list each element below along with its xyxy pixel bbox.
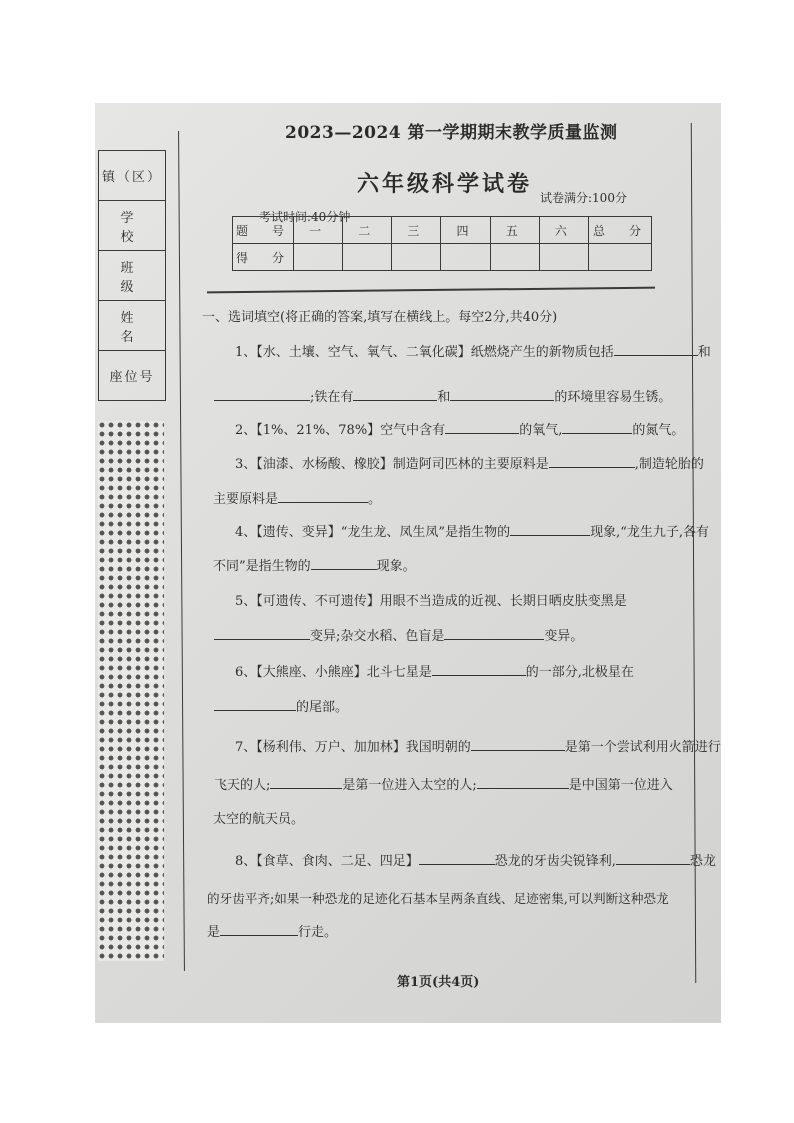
q8-blank-2 (616, 852, 690, 865)
q1-text-d: 和 (437, 390, 451, 405)
score-row-label: 得 分 (233, 244, 294, 271)
full-score-text: 试卷满分:100分 (540, 191, 627, 205)
q7-text-e: 是中国第一位进入 (568, 778, 673, 793)
q1-blank-2 (214, 388, 310, 401)
q4-text-c: 不同”是指生物的 (213, 559, 311, 574)
exam-time-text: 考试时间:40分钟 (259, 210, 351, 224)
q2-blank-2 (562, 421, 632, 434)
score-cell-total (589, 244, 652, 271)
q7-text-f: 太空的航天员。 (213, 812, 305, 827)
q4-text-d: 现象。 (376, 559, 416, 574)
question-8-line-3 (207, 921, 337, 940)
q8-text-f: 行走。 (298, 925, 338, 940)
score-header-cell: 一 (294, 217, 343, 244)
q8-text-a: 8、【食草、食肉、二足、四足】 (235, 854, 419, 869)
q6-text-a: 6、【大熊座、小熊座】北斗七星是 (235, 665, 432, 680)
q1-text-e: 的环境里容易生锈。 (554, 390, 672, 405)
q8-blank-3 (220, 923, 298, 936)
q6-blank-1 (432, 663, 526, 676)
score-header-cell: 三 (392, 217, 441, 244)
q5-text-c: 变异。 (544, 629, 584, 644)
q3-text-b: ,制造轮胎的 (634, 457, 704, 472)
q5-blank-1 (214, 627, 310, 640)
section1-heading: 一、选词填空(将正确的答案,填写在横线上。每空2分,共40分) (202, 310, 558, 325)
q6-text-b: 的一部分,北极星在 (525, 665, 634, 680)
student-info-table (98, 150, 166, 401)
question-1-line-2 (214, 386, 671, 405)
q2-text-c: 的氮气。 (632, 423, 685, 438)
question-4-line-2 (213, 555, 416, 574)
score-cell-5 (490, 244, 539, 271)
score-header-cell: 四 (441, 217, 490, 244)
header-divider (207, 287, 655, 294)
q7-text-b: 是第一个尝试利用火箭进行 (564, 740, 721, 755)
question-6-line-1 (235, 661, 634, 680)
score-table-score-row (233, 244, 652, 271)
q2-blank-1 (445, 421, 519, 434)
question-8-line-1 (235, 850, 716, 869)
question-1-line-1 (235, 341, 711, 360)
q8-text-b: 恐龙的牙齿尖锐锋利, (494, 854, 616, 869)
q5-blank-2 (444, 627, 544, 640)
q3-blank-1 (549, 455, 635, 468)
score-header-cell: 题 号 (233, 217, 294, 244)
q7-text-c: 飞天的人; (214, 778, 271, 793)
q1-text-a: 1、【水、土壤、空气、氧气、二氧化碳】纸燃烧产生的新物质包括 (235, 345, 614, 360)
question-5-line-1 (235, 590, 627, 609)
score-table (232, 216, 652, 271)
question-7-line-2 (214, 774, 673, 793)
q5-text-a: 5、【可遗传、不可遗传】用眼不当造成的近视、长期日晒皮肤变黑是 (235, 594, 627, 609)
q2-text-a: 2、【1%、21%、78%】空气中含有 (235, 423, 446, 438)
question-4-line-1 (235, 521, 709, 540)
question-6-line-2 (214, 696, 348, 715)
side-label-district: 镇（区） (99, 151, 166, 201)
q6-text-c: 的尾部。 (296, 700, 349, 715)
q6-blank-2 (214, 698, 296, 711)
q8-text-d: 的牙齿平齐;如果一种恐龙的足迹化石基本呈两条直线、足迹密集,可以判断这种恐龙 (207, 891, 669, 906)
q7-blank-2 (270, 776, 342, 789)
score-cell-6 (539, 244, 588, 271)
q3-text-d: 。 (368, 492, 382, 507)
score-cell-1 (294, 244, 343, 271)
q5-text-b: 变异;杂交水稻、色盲是 (310, 629, 445, 644)
q7-blank-1 (471, 738, 565, 751)
exam-title: 2023—2024 第一学期期末教学质量监测 (285, 123, 618, 143)
q4-blank-1 (510, 523, 590, 536)
side-label-name: 姓 名 (99, 301, 166, 351)
score-header-cell: 六 (539, 217, 588, 244)
question-3-line-2 (213, 488, 381, 507)
binding-line-left (178, 131, 185, 971)
q7-text-d: 是第一位进入太空的人; (342, 778, 477, 793)
question-3-line-1 (235, 453, 704, 472)
q1-blank-1 (614, 343, 698, 356)
q8-text-e: 是 (207, 925, 221, 940)
score-header-cell: 总 分 (589, 217, 652, 244)
q1-text-b: 和 (697, 345, 711, 360)
q7-blank-3 (477, 776, 569, 789)
score-cell-4 (441, 244, 490, 271)
q4-text-a: 4、【遗传、变异】“龙生龙、凤生凤”是指生物的 (235, 525, 511, 540)
q3-text-a: 3、【油漆、水杨酸、橡胶】制造阿司匹林的主要原料是 (235, 457, 549, 472)
score-header-cell: 五 (490, 217, 539, 244)
score-table-header-row (233, 217, 652, 244)
q4-blank-2 (311, 557, 377, 570)
question-5-line-2 (214, 625, 583, 644)
question-8-line-2 (207, 888, 669, 907)
q3-blank-2 (278, 490, 368, 503)
page-number: 第1页(共4页) (397, 975, 480, 990)
q8-blank-1 (419, 852, 495, 865)
side-label-school: 学 校 (99, 201, 166, 251)
q7-text-a: 7、【杨利伟、万户、加加林】我国明朝的 (235, 740, 471, 755)
q2-text-b: 的氧气, (519, 423, 563, 438)
score-cell-2 (343, 244, 392, 271)
side-label-class: 班 级 (99, 251, 166, 301)
score-cell-3 (392, 244, 441, 271)
q1-blank-4 (450, 388, 554, 401)
scanned-exam-page (95, 103, 721, 1023)
question-7-line-1 (235, 736, 721, 755)
q3-text-c: 主要原料是 (213, 492, 279, 507)
side-label-seat: 座位号 (99, 351, 166, 401)
question-2 (235, 419, 684, 438)
q8-text-c: 恐龙 (689, 854, 716, 869)
score-header-cell: 二 (343, 217, 392, 244)
q4-text-b: 现象,“龙生九子,各有 (590, 525, 709, 540)
q1-text-c: ;铁在有 (310, 390, 354, 405)
seal-pattern-strip (98, 421, 164, 961)
exam-subtitle: 六年级科学试卷 (357, 171, 533, 197)
q1-blank-3 (353, 388, 437, 401)
question-7-line-3 (213, 808, 304, 827)
